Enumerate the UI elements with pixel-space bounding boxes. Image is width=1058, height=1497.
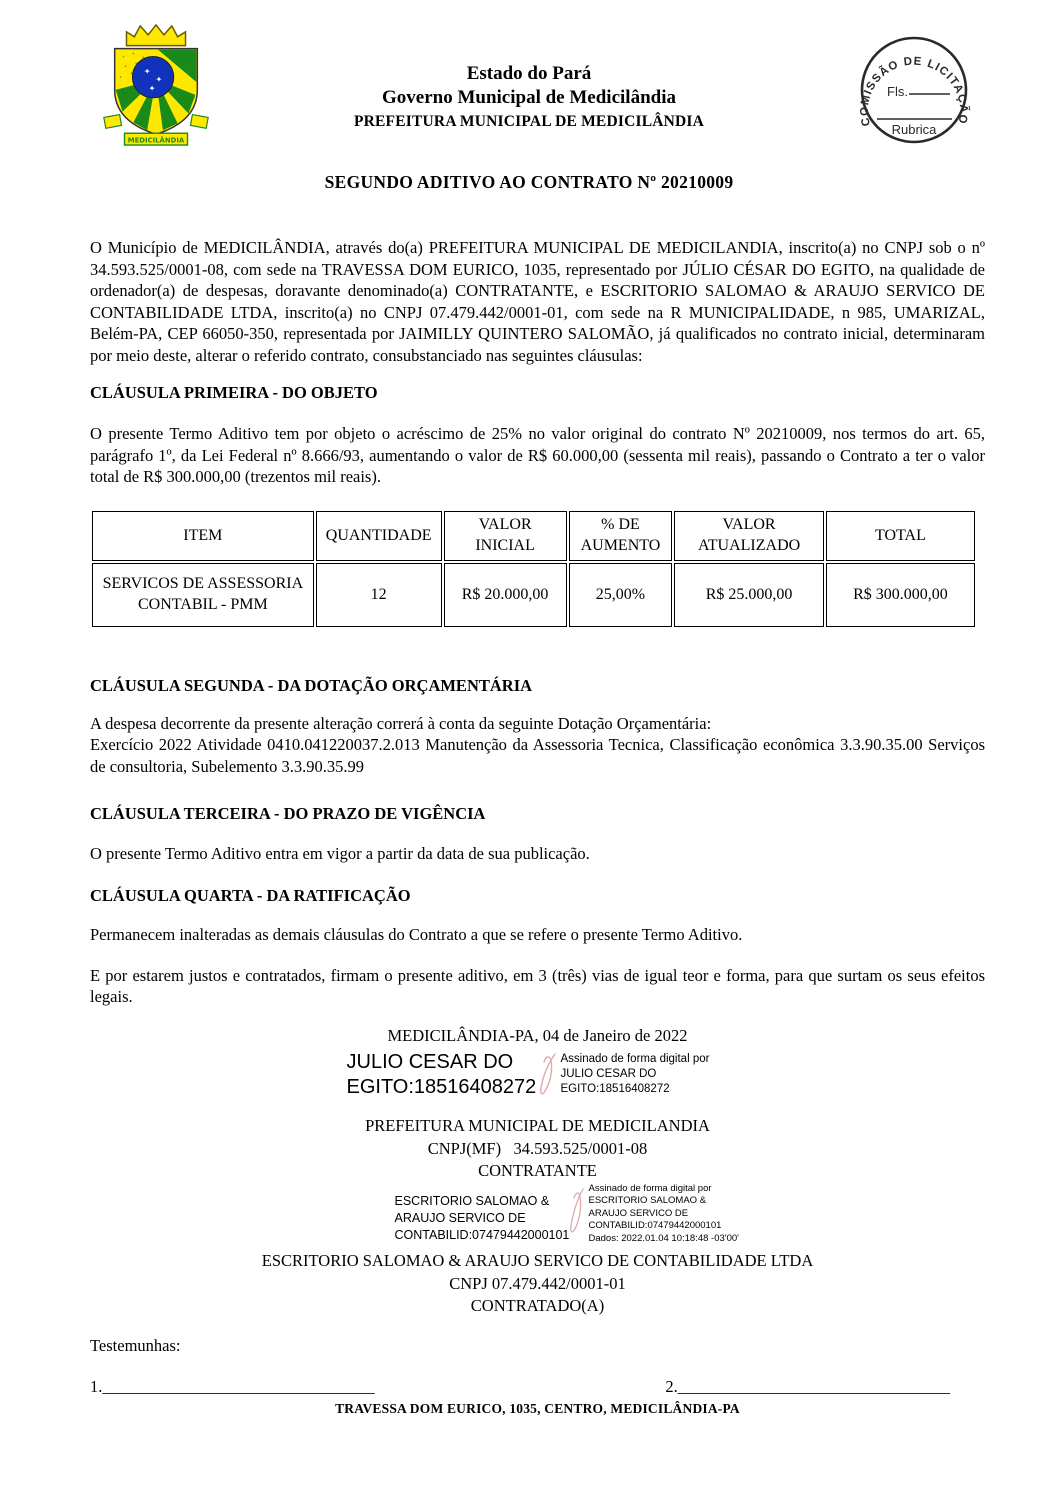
clause-2-line2: Exercício 2022 Atividade 0410.041220037.2.013 Manutenção da Assessoria Tecnica, Classificação econômica 3.3.90.35.00 Serviços de consultoria, Subelemento 3.3.90.35.99 [90, 735, 985, 776]
intro-paragraph: O Município de MEDICILÂNDIA, através do(a) PREFEITURA MUNICIPAL DE MEDICILANDIA, inscrito(a) no CNPJ sob o nº 34.593.525/0001-08, com sede na TRAVESSA DOM EURICO, 1035, representado por JÚLIO CÉSAR DO EGITO, na qualidade de ordenador(a) de despesas, doravante denominado(a) CONTRATANTE, e ESCRITORIO SALOMAO & ARAUJO SERVICO DE CONTABILIDADE LTDA, inscrito(a) no CNPJ 07.479.442/0001-01, com sede na R MUNICIPALIDADE, n 985, UMARIZAL, Belém-PA, CEP 66050-350, representada por JAIMILLY QUINTERO SALOMÃO, já qualificados no contrato inicial, determinaram por meio deste, alterar o referido contrato, consubstanciado nas seguintes cláusulas: [90, 238, 985, 365]
clause-3-body: O presente Termo Aditivo entra em vigor a partir da data de sua publicação. [90, 843, 590, 863]
document-header [0, 0, 1058, 237]
witness-line-1: 1._________________________________ [90, 1377, 375, 1397]
col-header-valor-inicial: VALOR INICIAL [444, 511, 567, 561]
digital-signature-note-text: Assinado de forma digital por ESCRITORIO SALOMAO & ARAUJO SERVICO DE CONTABILID:07479442000101 [588, 1182, 722, 1232]
cell-valor-atualizado: R$ 25.000,00 [674, 563, 824, 627]
signature-flourish-icon [537, 1050, 559, 1109]
col-header-quantidade: QUANTIDADE [316, 511, 442, 561]
clause-2-line1: A despesa decorrente da presente alteração correrá à conta da seguinte Dotação Orçamentária: [90, 713, 712, 733]
digital-signature-name: JULIO CESAR DO EGITO:18516408272 [346, 1051, 537, 1099]
col-header-total: TOTAL [826, 511, 975, 561]
contratante-org: PREFEITURA MUNICIPAL DE MEDICILANDIA [365, 1116, 710, 1136]
document-title: SEGUNDO ADITIVO AO CONTRATO Nº 20210009 [324, 172, 734, 192]
signature-block-contratante [90, 1050, 985, 1109]
clause-3-heading: CLÁUSULA TERCEIRA - DO PRAZO DE VIGÊNCIA [90, 804, 486, 824]
document-body [90, 237, 985, 1419]
header-government: Governo Municipal de Medicilândia [382, 87, 676, 108]
header-state: Estado do Pará [466, 63, 592, 84]
digital-signature-note: Assinado de forma digital por JULIO CESAR DO EGITO:18516408272 [560, 1053, 710, 1096]
digital-signature-note [589, 1183, 741, 1246]
stamp-arc-text: COMISSÃO DE LICITAÇÃO [858, 55, 970, 128]
clause-4-heading: CLÁUSULA QUARTA - DA RATIFICAÇÃO [90, 885, 411, 905]
cell-valor-inicial: R$ 20.000,00 [444, 563, 567, 627]
contratado-org: ESCRITORIO SALOMAO & ARAUJO SERVICO DE CONTABILIDADE LTDA [261, 1251, 814, 1271]
signature-block-contratado [120, 1183, 1015, 1248]
values-table [90, 509, 985, 629]
svg-text:✦: ✦ [155, 75, 163, 85]
place-and-date: MEDICILÂNDIA-PA, 04 de Janeiro de 2022 [387, 1025, 688, 1045]
digital-signature-name: ESCRITORIO SALOMAO & ARAUJO SERVICO DE CONTABILID:07479442000101 [394, 1193, 570, 1242]
col-header-aumento: % DE AUMENTO [569, 511, 673, 561]
contratante-role: CONTRATANTE [478, 1161, 597, 1181]
stamp-rubrica-label: Rubrica [891, 122, 937, 137]
digital-signature-dados: Dados: 2022.01.04 10:18:48 -03'00' [588, 1232, 739, 1244]
closing-paragraph: E por estarem justos e contratados, firmam o presente aditivo, em 3 (três) vias de igual teor e forma, para que surtam os seus efeitos legais. [90, 965, 985, 1007]
licitacao-stamp-icon [851, 31, 977, 158]
clause-1-body: O presente Termo Aditivo tem por objeto o acréscimo de 25% no valor original do contrato Nº 20210009, nos termos do art. 65, parágrafo 1º, da Lei Federal nº 8.666/93, aumentando o valor de R$ 60.000,00 (sessenta mil reais), passando o Contrato a ter o valor total de R$ 300.000,00 (trezentos mil reais). [90, 424, 985, 487]
cell-item: SERVICOS DE ASSESSORIA CONTABIL - PMM [92, 563, 314, 627]
stamp-fls-label: Fls. [887, 84, 908, 99]
col-header-valor-atualizado: VALOR ATUALIZADO [674, 511, 824, 561]
table-header-row [92, 511, 975, 561]
contratante-cnpj: CNPJ(MF) 34.593.525/0001-08 [427, 1138, 648, 1158]
signature-flourish-icon [567, 1183, 587, 1248]
cell-quantidade: 12 [316, 563, 442, 627]
contratado-cnpj: CNPJ 07.479.442/0001-01 [449, 1273, 626, 1293]
clause-4-body: Permanecem inalteradas as demais cláusulas do Contrato a que se refere o presente Termo Aditivo. [90, 925, 743, 945]
footer-address: TRAVESSA DOM EURICO, 1035, CENTRO, MEDICILÂNDIA-PA [335, 1400, 740, 1416]
header-prefecture: PREFEITURA MUNICIPAL DE MEDICILÂNDIA [353, 113, 705, 130]
coat-banner-text: MEDICILÂNDIA [127, 136, 185, 145]
witness-lines [90, 1376, 950, 1398]
col-header-item: ITEM [92, 511, 314, 561]
cell-total: R$ 300.000,00 [826, 563, 975, 627]
clause-2-heading: CLÁUSULA SEGUNDA - DA DOTAÇÃO ORÇAMENTÁRIA [90, 675, 533, 695]
witnesses-label: Testemunhas: [90, 1335, 181, 1355]
svg-text:COMISSÃO DE LICITAÇÃO [859, 55, 970, 127]
table-row [92, 563, 975, 627]
svg-text:✦: ✦ [148, 83, 156, 93]
witness-line-2: 2._________________________________ [665, 1377, 950, 1397]
svg-text:✦: ✦ [143, 67, 151, 77]
contratado-role: CONTRATADO(A) [470, 1296, 605, 1316]
cell-aumento: 25,00% [569, 563, 673, 627]
clause-1-heading: CLÁUSULA PRIMEIRA - DO OBJETO [90, 382, 378, 402]
